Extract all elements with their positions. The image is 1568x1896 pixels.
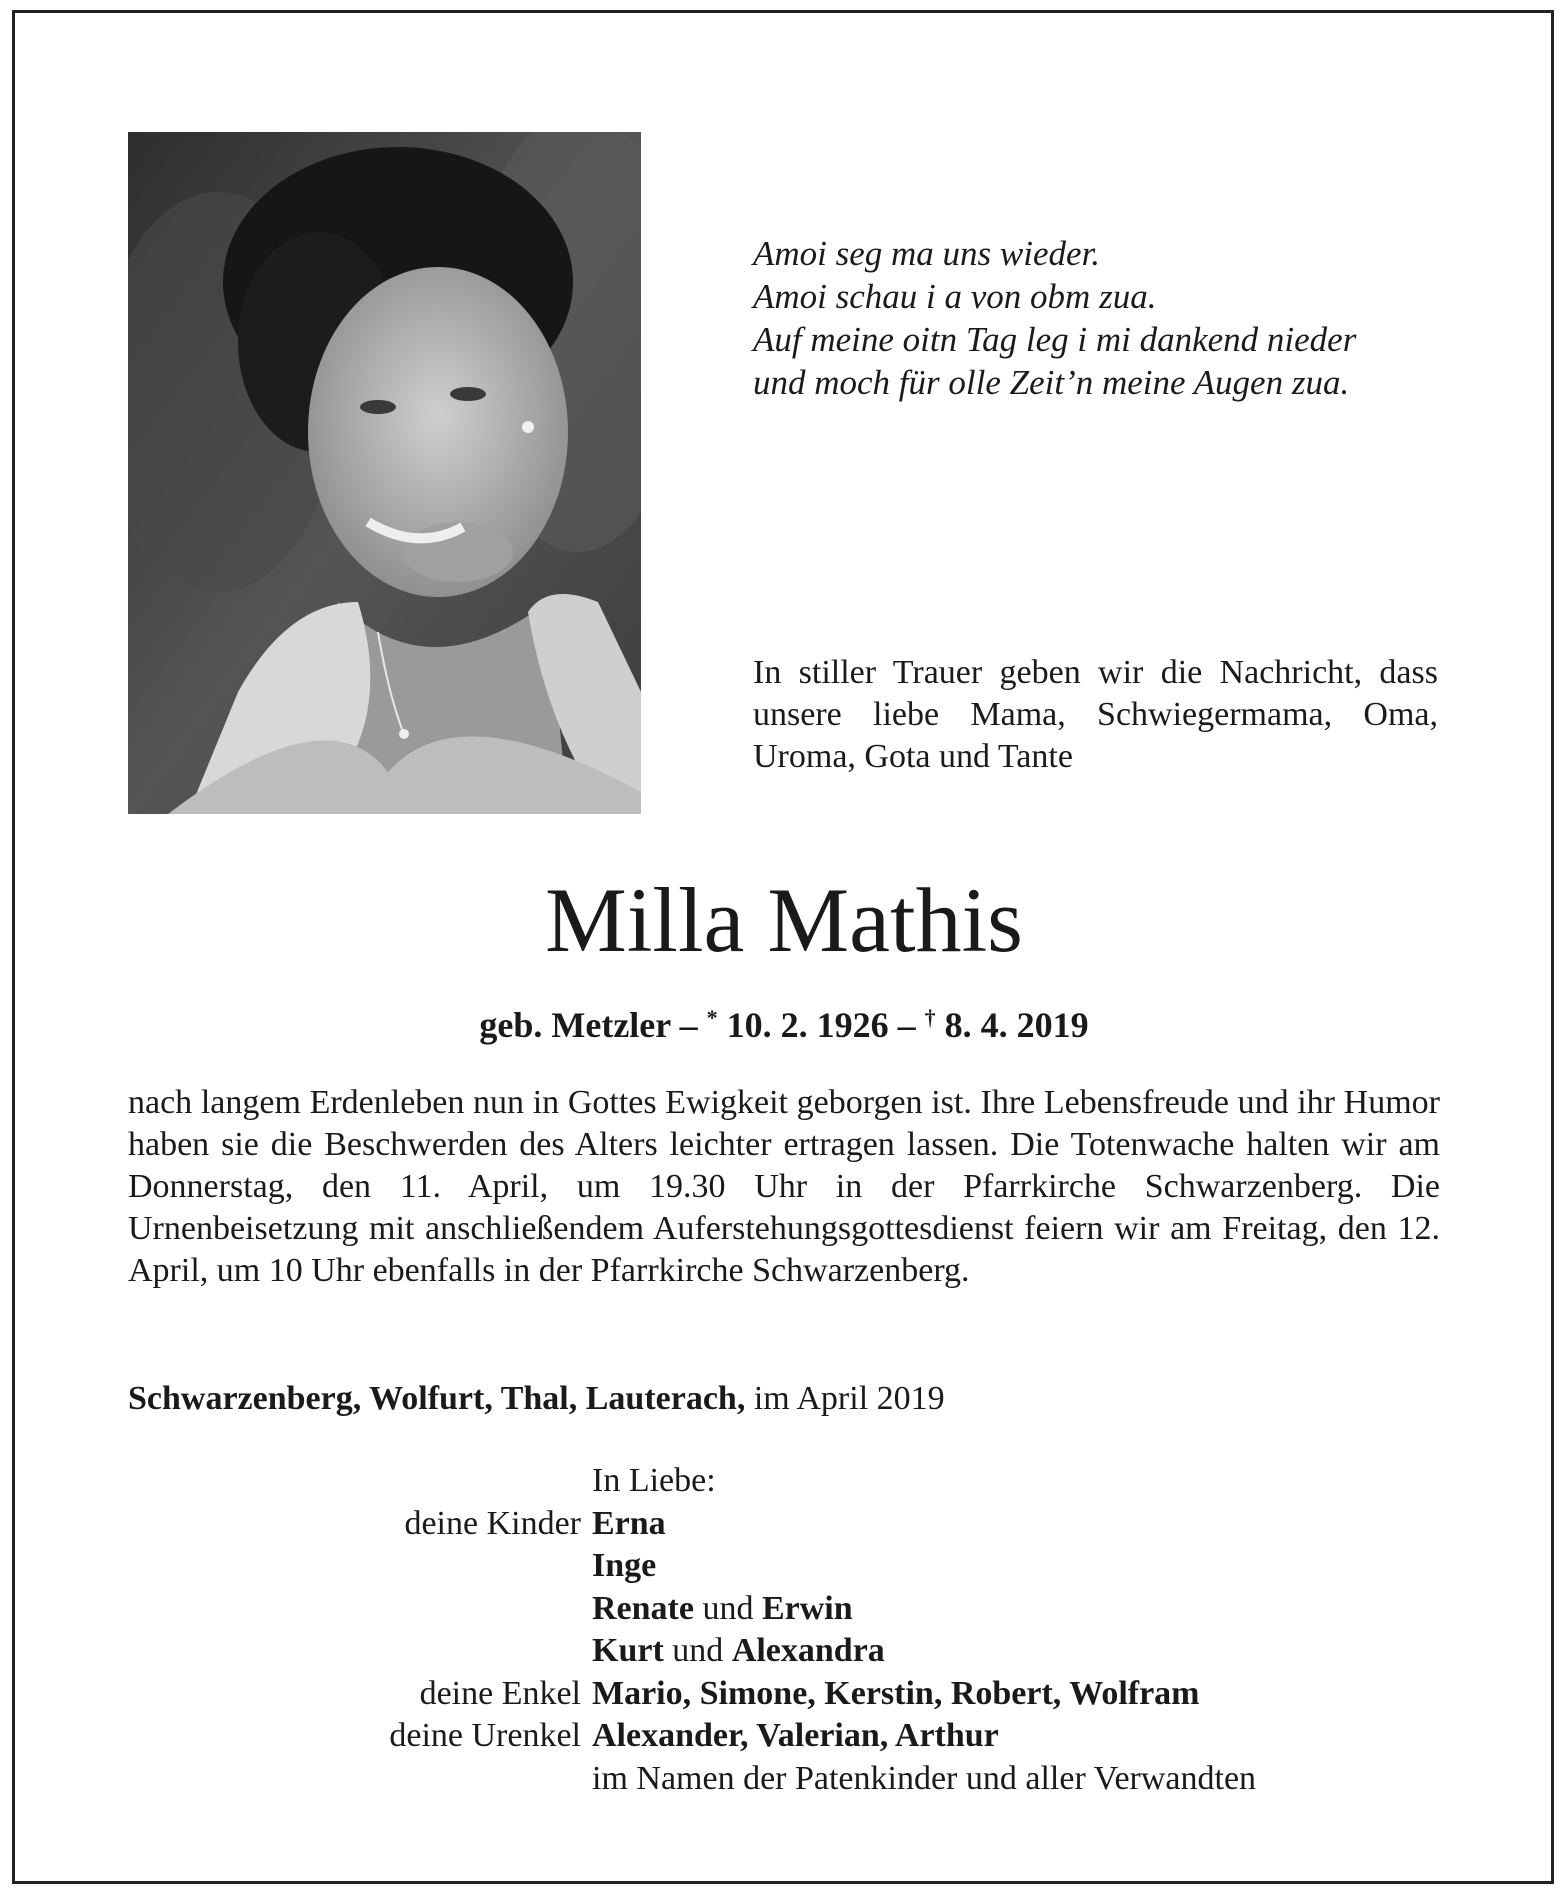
children-label: deine Kinder: [404, 1504, 581, 1542]
partner-name: Erwin: [761, 1589, 853, 1627]
family-row: [128, 1503, 1448, 1546]
greatgrandchildren-names: Alexander, Valerian, Arthur: [592, 1717, 999, 1754]
birth-symbol: *: [706, 1005, 718, 1030]
closing-line: im Namen der Patenkinder und aller Verwandten: [592, 1759, 1257, 1797]
poem: [753, 232, 1453, 404]
deceased-name: Milla Mathis: [545, 869, 1023, 971]
maiden-name: geb. Metzler –: [479, 1005, 698, 1045]
child-name: Kurt: [592, 1632, 664, 1669]
partner-name: Alexandra: [731, 1632, 885, 1669]
portrait-photo: [128, 132, 641, 814]
birth-date: 10. 2. 1926 –: [726, 1005, 916, 1045]
family-row: [128, 1758, 1448, 1801]
family-row: [128, 1460, 1448, 1503]
places: Schwarzenberg, Wolfurt, Thal, Lauterach,: [128, 1380, 746, 1417]
poem-line: Amoi seg ma uns wieder.: [753, 234, 1101, 273]
place-date-line: [128, 1378, 1440, 1420]
family-list: [128, 1460, 1448, 1800]
grandchildren-names: Mario, Simone, Kerstin, Robert, Wolfram: [592, 1674, 1200, 1712]
date-text: im April 2019: [753, 1380, 945, 1417]
child-name: Renate: [592, 1589, 694, 1627]
family-heading: In Liebe:: [592, 1462, 716, 1499]
and-word: und: [672, 1632, 724, 1669]
grandchildren-label: deine Enkel: [419, 1674, 581, 1712]
family-row: [128, 1588, 1448, 1631]
family-row: [128, 1545, 1448, 1588]
and-word: und: [702, 1589, 754, 1627]
poem-line: Amoi schau i a von obm zua.: [753, 277, 1157, 316]
family-row: [128, 1715, 1448, 1758]
poem-line: Auf meine oitn Tag leg i mi dankend nieder: [753, 320, 1357, 359]
family-row: [128, 1673, 1448, 1716]
death-date: 8. 4. 2019: [944, 1005, 1089, 1045]
family-row: [128, 1630, 1448, 1673]
child-name: Erna: [592, 1504, 666, 1542]
poem-line: und moch für olle Zeit’n meine Augen zua.: [753, 363, 1350, 402]
intro-paragraph: In stiller Trauer geben wir die Nachricht, dass unsere liebe Mama, Schwiegermama, Oma, Uroma, Gota und Tante: [753, 654, 1438, 775]
life-dates: [0, 996, 1568, 1047]
death-symbol: †: [924, 1005, 936, 1030]
child-name: Inge: [592, 1547, 657, 1584]
greatgrandchildren-label: deine Urenkel: [389, 1717, 581, 1754]
notice-body: nach langem Erdenleben nun in Gottes Ewigkeit geborgen ist. Ihre Lebensfreude und ihr Humor haben sie die Beschwerden des Alters leichter ertragen lassen. Die Totenwache halten wir am Donnerstag, den 11. April, um 19.30 Uhr in der Pfarrkirche Schwarzenberg. Die Urnenbeisetzung mit anschließendem Auferstehungsgottesdienst feiern wir am Freitag, den 12. April, um 10 Uhr ebenfalls in der Pfarrkirche Schwarzenberg.: [128, 1084, 1440, 1289]
